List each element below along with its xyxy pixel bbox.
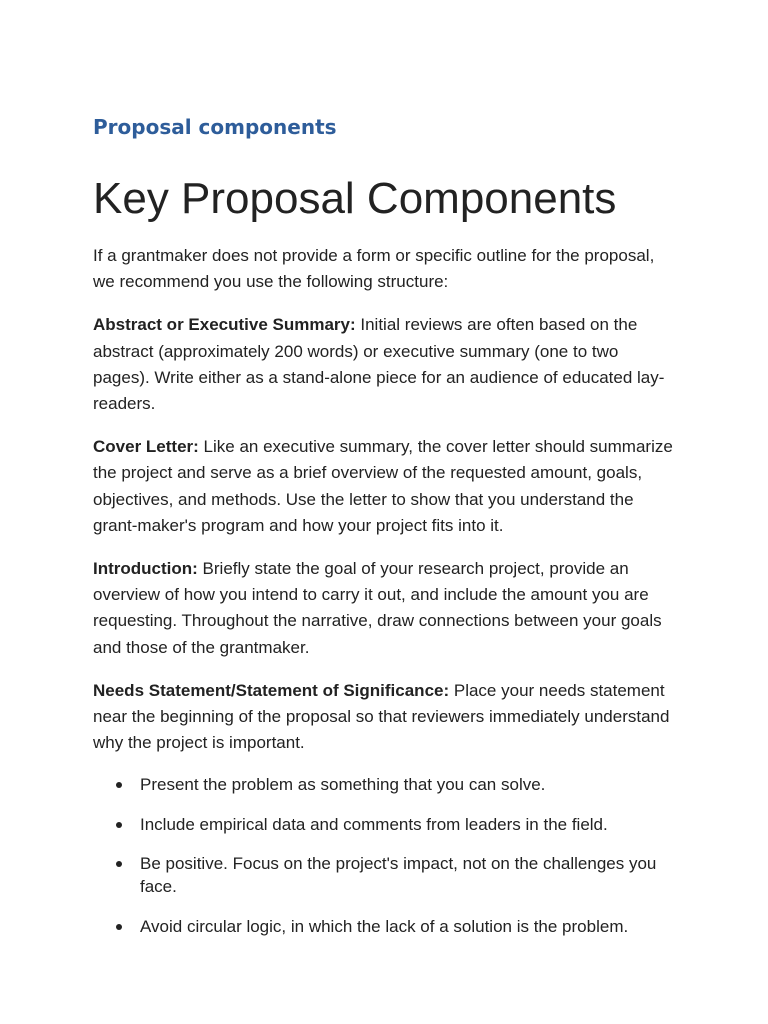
list-item [93, 773, 676, 796]
list-item [93, 852, 676, 898]
cover-letter-term: Cover Letter: [93, 437, 199, 457]
abstract-text: Initial reviews are often based on the abstract (approximately 200 words) or executive summary (one to two pages). Write either as a stand-alone piece for an audience of educated lay-readers. [93, 315, 665, 414]
introduction-paragraph [93, 556, 676, 661]
page-title: Key Proposal Components [93, 174, 617, 223]
abstract-term: Abstract or Executive Summary: [93, 315, 356, 335]
cover-letter-paragraph [93, 434, 676, 539]
list-item-text: Include empirical data and comments from leaders in the field. [140, 814, 608, 834]
bullet-dot-icon [116, 822, 122, 828]
list-item [93, 915, 676, 938]
abstract-paragraph [93, 312, 676, 417]
introduction-text: Briefly state the goal of your research project, provide an overview of how you intend to carry it out, and include the amount you are requesting. Throughout the narrative, draw connections between your goals and those of the grantmaker. [93, 559, 662, 657]
intro-paragraph: If a grantmaker does not provide a form or specific outline for the proposal, we recommend you use the following structure: [93, 246, 655, 292]
cover-letter-text: Like an executive summary, the cover letter should summarize the project and serve as a brief overview of the requested amount, goals, objectives, and methods. Use the letter to show that you understand the grant-maker's program and how your project fits into it. [93, 437, 673, 535]
bullet-dot-icon [116, 924, 122, 930]
needs-bullet-list [93, 773, 676, 938]
list-item-text: Avoid circular logic, in which the lack of a solution is the problem. [140, 916, 629, 936]
list-item-text: Present the problem as something that you can solve. [140, 775, 546, 795]
section-heading: Proposal components [93, 115, 337, 139]
introduction-term: Introduction: [93, 559, 198, 579]
bullet-dot-icon [116, 861, 122, 867]
needs-statement-term: Needs Statement/Statement of Significance: [93, 680, 450, 700]
bullet-dot-icon [116, 782, 122, 788]
needs-statement-paragraph [93, 678, 676, 757]
needs-statement-text: Place your needs statement near the beginning of the proposal so that reviewers immediately understand why the project is important. [93, 680, 670, 753]
list-item-text: Be positive. Focus on the project's impact, not on the challenges you face. [140, 854, 657, 897]
list-item [93, 813, 676, 836]
